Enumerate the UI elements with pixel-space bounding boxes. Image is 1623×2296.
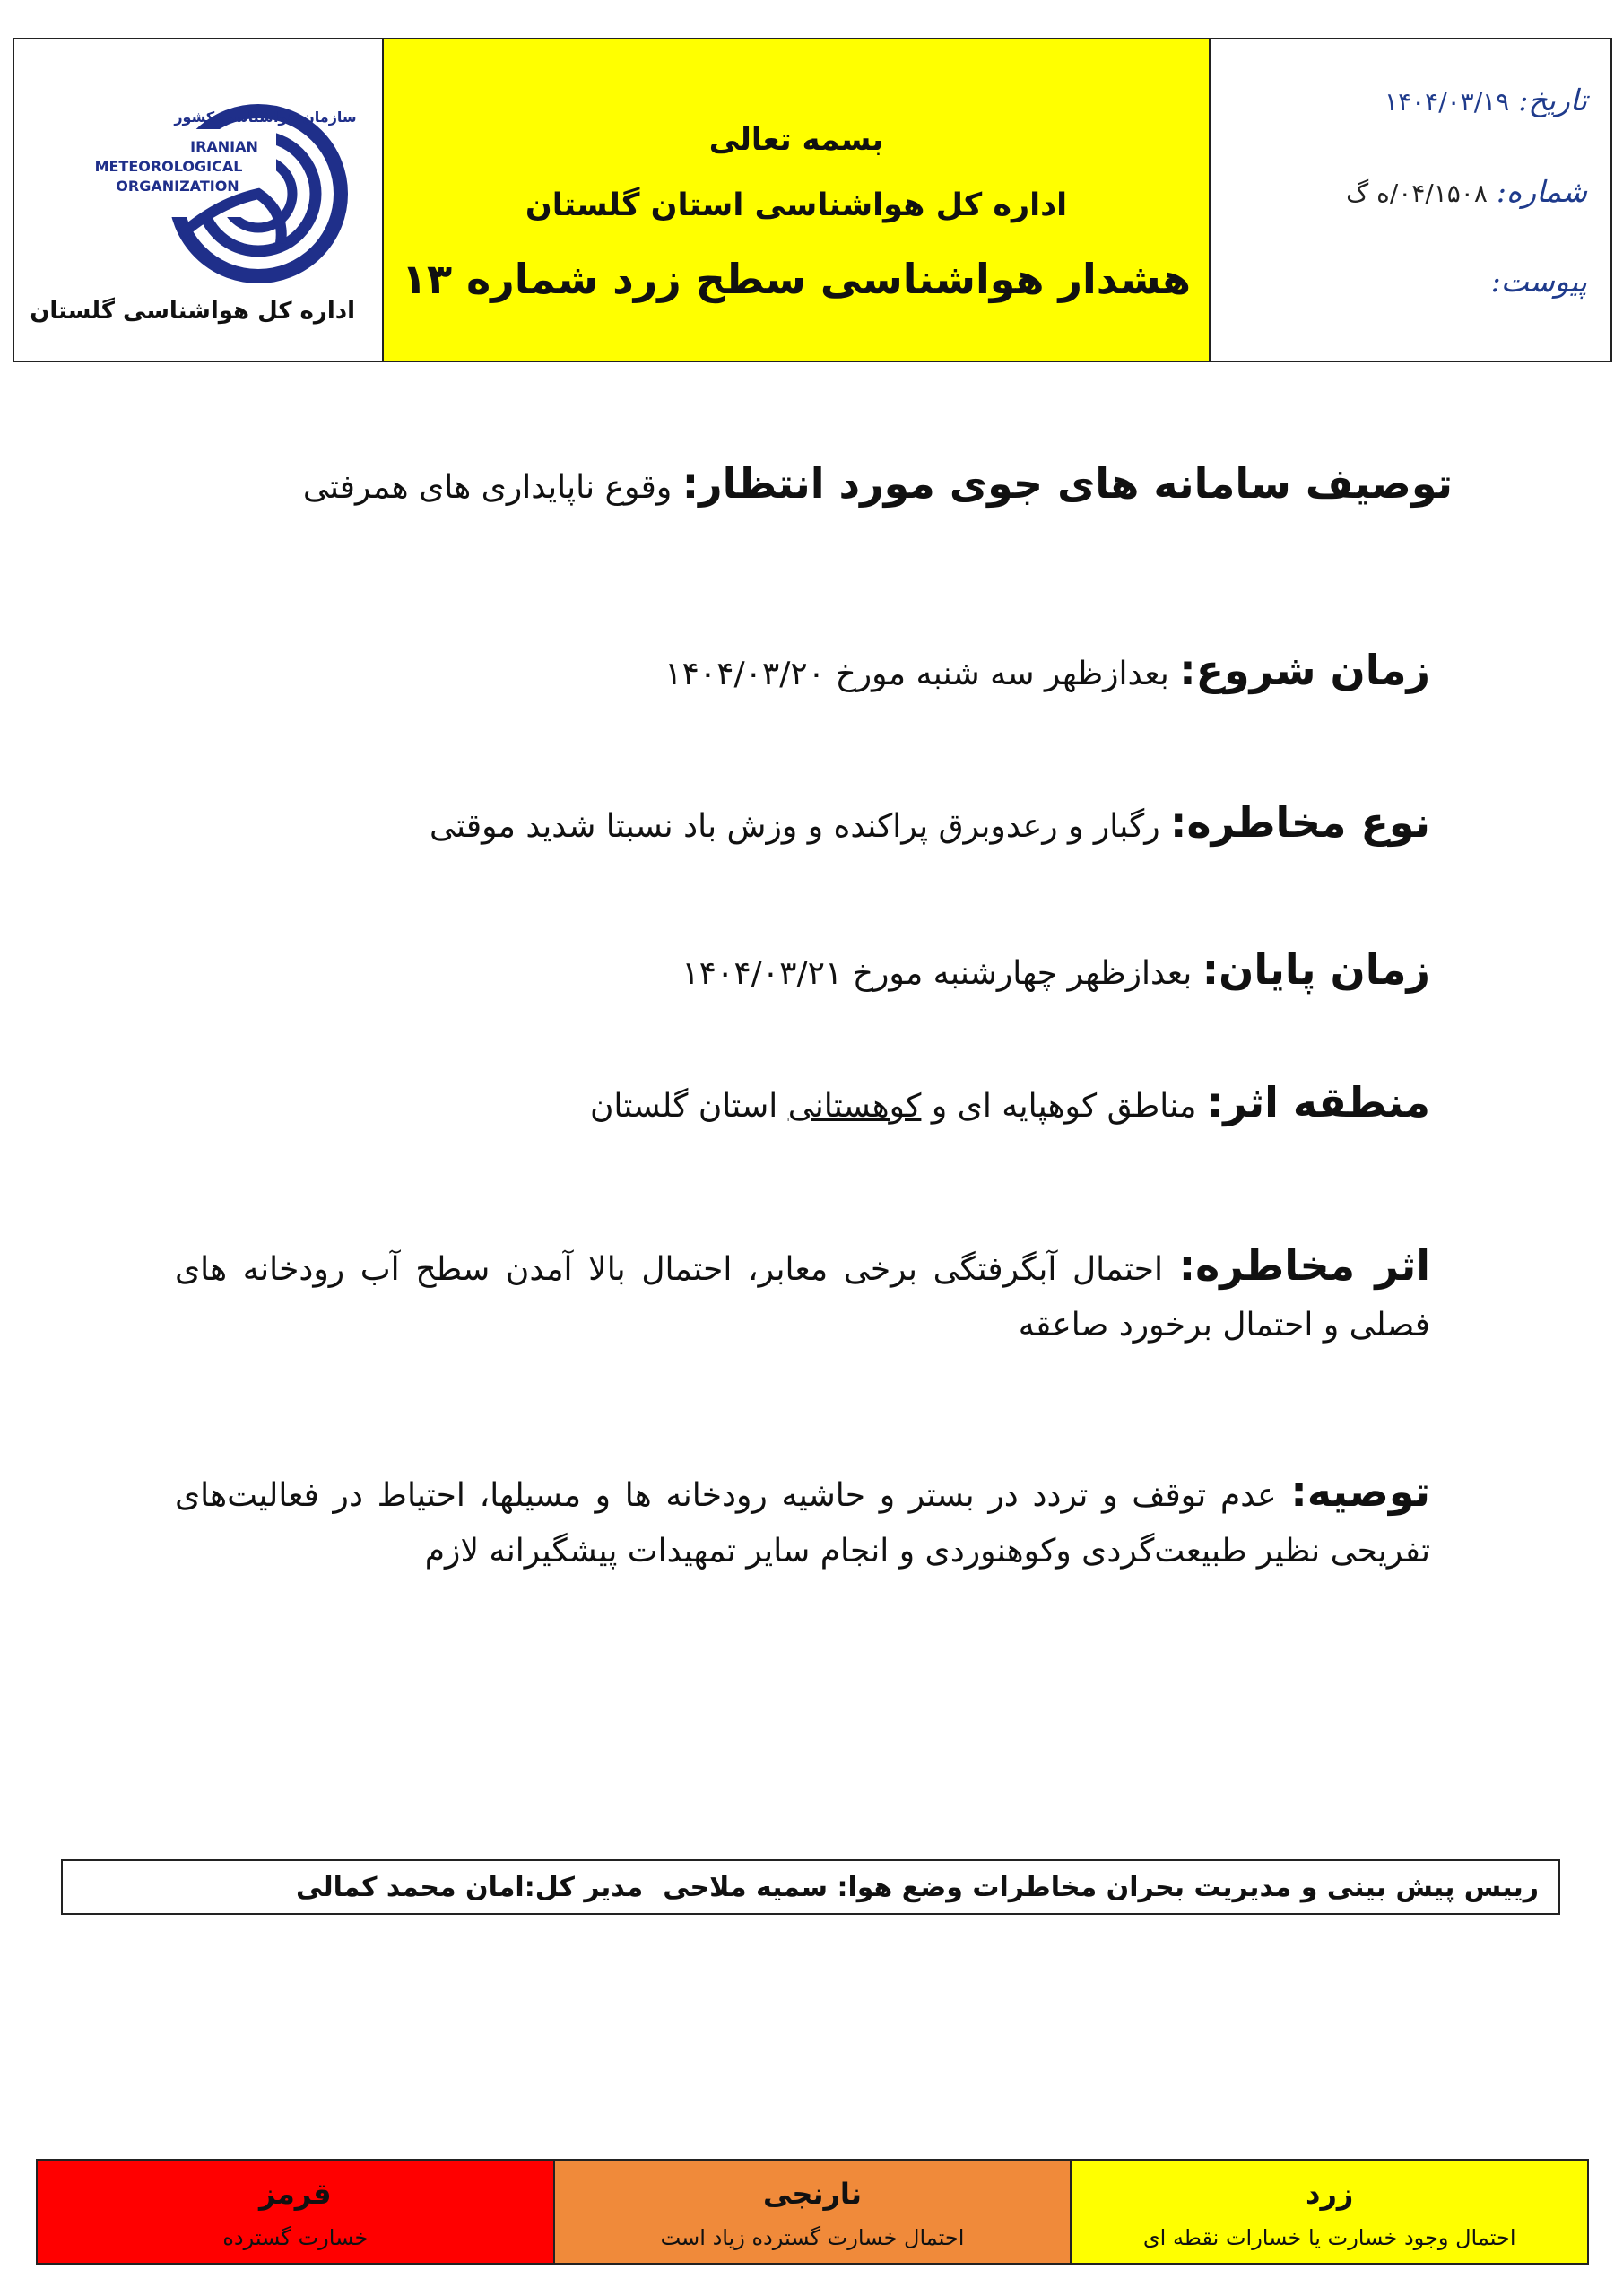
effect-label: اثر مخاطره: (1178, 1241, 1430, 1290)
logo-text-en-2: METEOROLOGICAL (94, 158, 243, 175)
advice-value: عدم توقف و تردد در بستر و حاشیه رودخانه ها و مسیلها، احتیاط در فعالیت‌های تفریحی نظیر طبیعت‌گردی وکوهنوردی و انجام سایر تمهیدات پیشگیرانه لازم (175, 1477, 1430, 1570)
document-header (13, 38, 1612, 362)
legend-orange (553, 2161, 1071, 2263)
description-label: توصیف سامانه های جوی مورد انتظار: (681, 459, 1453, 508)
director-general-signature: مدیر کل:امان محمد کمالی (296, 1872, 644, 1903)
legend-yellow (1070, 2161, 1587, 2263)
signature-row (61, 1859, 1560, 1915)
header-office: اداره کل هواشناسی استان گلستان (525, 187, 1068, 223)
area-value-before: مناطق کوهپایه ای و (921, 1088, 1207, 1125)
logo-caption: اداره کل هواشناسی گلستان (30, 298, 355, 325)
area-value-after: استان گلستان (589, 1088, 788, 1125)
advice-label: توصیه: (1290, 1467, 1430, 1516)
item-hazard-effect (175, 1238, 1430, 1353)
item-hazard-type (175, 795, 1430, 855)
effect-value: احتمال آبگرفتگی برخی معابر، احتمال بالا آمدن سطح آب رودخانه های فصلی و احتمال برخورد صاعقه (175, 1251, 1430, 1344)
legend-red-title: قرمز (259, 2177, 332, 2211)
legend-orange-desc: احتمال خسارت گسترده زیاد است (660, 2225, 965, 2250)
meta-cell (1211, 39, 1610, 361)
page-title: هشدار هواشناسی سطح زرد شماره ۱۳ (401, 255, 1192, 303)
legend-red (38, 2161, 553, 2263)
logo-text-fa: سازمان هواشناسی کشور (174, 109, 357, 126)
logo-text-en-3: ORGANIZATION (116, 178, 239, 195)
number-value: ۰۴/۱۵۰۸/ه گ (1346, 178, 1488, 208)
attachment-label: پیوست: (1490, 264, 1587, 299)
meteorological-organization-logo (34, 59, 366, 292)
hazard-type-label: نوع مخاطره: (1170, 798, 1430, 847)
item-advice (175, 1464, 1430, 1579)
forecast-head-signature: رییس پیش بینی و مدیریت بحران مخاطرات وضع هوا: سمیه ملاحی (663, 1872, 1539, 1903)
logo-text-en-1: IRANIAN (190, 138, 258, 155)
meta-number (1346, 174, 1587, 209)
warning-level-legend (36, 2159, 1589, 2265)
item-affected-area (175, 1074, 1430, 1135)
item-description (179, 456, 1453, 516)
legend-yellow-title: زرد (1306, 2177, 1354, 2211)
date-label: تاریخ: (1518, 83, 1587, 117)
legend-orange-title: نارنجی (763, 2177, 862, 2211)
header-invocation: بسمه تعالی (708, 122, 884, 158)
end-value: بعدازظهر چهارشنبه مورخ ۱۴۰۴/۰۳/۲۱ (681, 955, 1202, 992)
legend-red-desc: خسارت گسترده (222, 2225, 369, 2250)
item-end-time (175, 942, 1430, 1002)
area-value-underlined: کوهستانی (787, 1088, 922, 1125)
hazard-type-value: رگبار و رعدوبرق پراکنده و وزش باد نسبتا شدید موقتی (429, 808, 1171, 845)
description-value: وقوع ناپایداری های همرفتی (302, 469, 682, 506)
item-start-time (175, 642, 1430, 702)
title-cell (384, 39, 1211, 361)
logo-cell (14, 39, 384, 361)
meta-date (1384, 83, 1587, 117)
start-value: بعدازظهر سه شنبه مورخ ۱۴۰۴/۰۳/۲۰ (664, 656, 1180, 692)
end-label: زمان پایان: (1202, 945, 1430, 994)
number-label: شماره: (1496, 174, 1587, 209)
start-label: زمان شروع: (1179, 646, 1430, 694)
legend-yellow-desc: احتمال وجود خسارت یا خسارات نقطه ای (1142, 2225, 1516, 2250)
date-value: ۱۴۰۴/۰۳/۱۹ (1384, 87, 1510, 117)
area-label: منطقه اثر: (1206, 1078, 1430, 1126)
meta-attachment (1491, 264, 1587, 299)
